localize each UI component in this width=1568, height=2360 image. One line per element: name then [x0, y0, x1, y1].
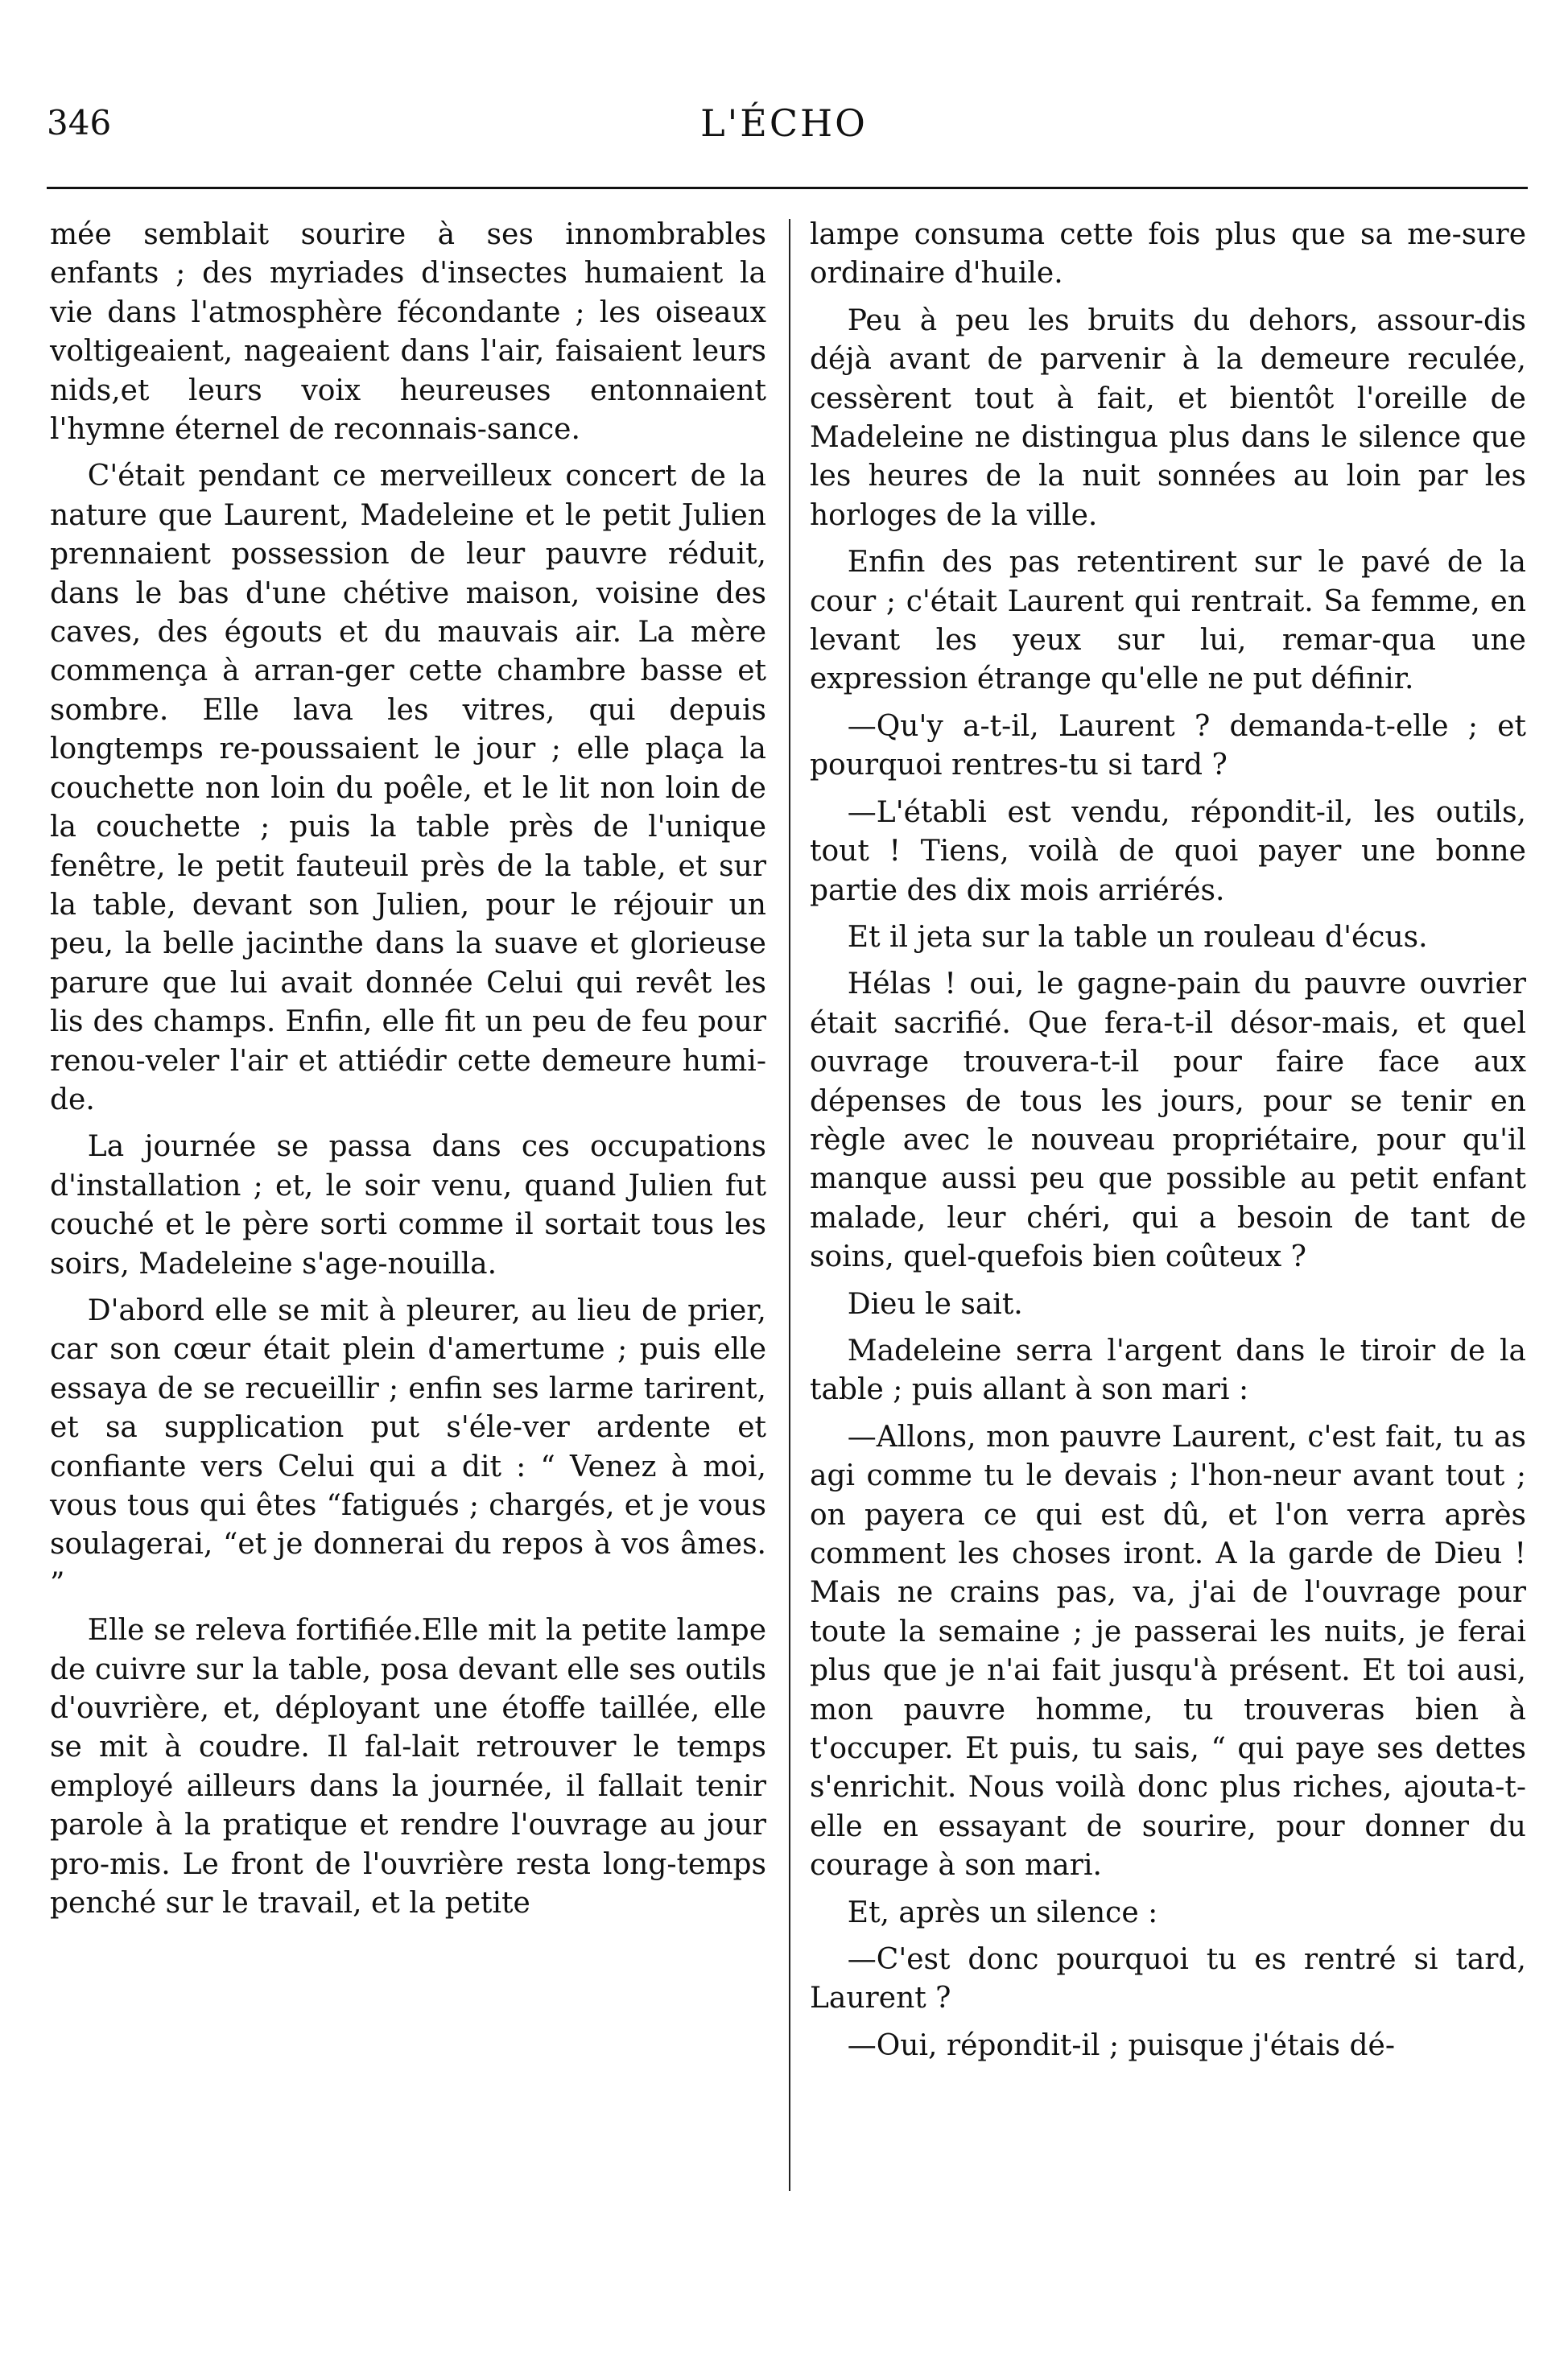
paragraph: Et il jeta sur la table un rouleau d'écus. [847, 920, 1428, 954]
paragraph: D'abord elle se mit à pleurer, au lieu de prier, car son cœur était plein d'amertume ; puis elle essaya de se recueillir ; enfin ses larme tarirent, et sa supplication put s'éle-ver ardente et confiante vers Celui qui a dit : “ Venez à moi, vous tous qui êtes “fatigués ; chargés, et je vous soulagerai, “et je donnerai du repos à vos âmes. ” [50, 1293, 766, 1600]
paragraph: Elle se releva fortifiée.Elle mit la petite lampe de cuivre sur la table, posa devant elle ses outils d'ouvrière, et, déployant une étoffe taillée, elle se mit à coudre. Il fal-lait retrouver le temps employé ailleurs dans la journée, il fallait tenir parole à la pratique et rendre l'ouvrage au jour pro-mis. Le front de l'ouvrière resta long-temps penché sur le travail, et la petite [50, 1614, 766, 1921]
paragraph: Hélas ! oui, le gagne-pain du pauvre ouvrier était sacrifié. Que fera-t-il désor-mais, et quel ouvrage trouvera-t-il pour faire face aux dépenses de tous les jours, pour se tenir en règle avec le nouveau propriétaire, pour qu'il manque aussi peu que possible au petit enfant malade, leur chéri, qui a besoin de tant de soins, quel-quefois bien coûteux ? [810, 968, 1526, 1274]
paragraph: Enfin des pas retentirent sur le pavé de la cour ; c'était Laurent qui rentrait. Sa femme, en levant les yeux sur lui, remar-qua une expression étrange qu'elle ne put définir. [810, 546, 1526, 696]
column-divider [789, 219, 790, 2191]
paragraph: La journée se passa dans ces occupations d'installation ; et, le soir venu, quand Julien fut couché et le père sorti comme il sortait tous les soirs, Madeleine s'age-nouilla. [50, 1130, 766, 1281]
paragraph: mée semblait sourire à ses innombrables enfants ; des myriades d'insectes humaient la vie dans l'atmosphère fécondante ; les oiseaux voltigeaient, nageaient dans l'air, faisaient leurs nids,et leurs voix heureuses entonnaient l'hymne éternel de reconnais-sance. [50, 218, 766, 447]
paragraph: lampe consuma cette fois plus que sa me-sure ordinaire d'huile. [810, 218, 1526, 291]
paragraph: —Oui, répondit-il ; puisque j'étais dé- [847, 2028, 1395, 2062]
paragraph: —C'est donc pourquoi tu es rentré si tard, Laurent ? [810, 1943, 1526, 2015]
header-rule [47, 187, 1528, 189]
paragraph: —L'établi est vendu, répondit-il, les outils, tout ! Tiens, voilà de quoi payer une bonne partie des dix mois arriérés. [810, 795, 1526, 907]
paragraph: —Allons, mon pauvre Laurent, c'est fait, tu as agi comme tu le devais ; l'hon-neur avant tout ; on payera ce qui est dû, et l'on verra après comment les choses iront. A la garde de Dieu ! Mais ne crains pas, va, j'ai de l'ouvrage pour toute la semaine ; je passerai les nuits, je ferai plus que je n'ai fait jusqu'à présent. Et toi ausi, mon pauvre homme, tu trouveras bien à t'occuper. Et puis, tu sais, “ qui paye ses dettes s'enrichit. Nous voilà donc plus riches, ajouta-t-elle en essayant de sourire, pour donner du courage à son mari. [810, 1420, 1526, 1883]
page-header [0, 0, 1568, 177]
page-number: 346 [47, 103, 112, 142]
right-column [810, 216, 1526, 2073]
paragraph: Dieu le sait. [847, 1287, 1023, 1321]
paragraph: Madeleine serra l'argent dans le tiroir de la table ; puis allant à son mari : [810, 1334, 1526, 1407]
paragraph: C'était pendant ce merveilleux concert de la nature que Laurent, Madeleine et le petit Julien prennaient possession de leur pauvre réduit, dans le bas d'une chétive maison, voisine des caves, des égouts et du mauvais air. La mère commença à arran-ger cette chambre basse et sombre. Elle lava les vitres, qui depuis longtemps re-poussaient le jour ; elle plaça la couchette non loin du poêle, et le lit non loin de la couchette ; puis la table près de l'unique fenêtre, le petit fauteuil près de la table, et sur la table, devant son Julien, pour le réjouir un peu, la belle jacinthe dans la suave et glorieuse parure que lui avait donnée Celui qui revêt les lis des champs. Enfin, elle fit un peu de feu pour renou-veler l'air et attiédir cette demeure humi-de. [50, 460, 766, 1116]
paragraph: Et, après un silence : [847, 1896, 1158, 1929]
left-column [50, 216, 766, 1931]
paragraph: —Qu'y a-t-il, Laurent ? demanda-t-elle ; et pourquoi rentres-tu si tard ? [810, 709, 1526, 782]
running-title: L'ÉCHO [700, 101, 868, 145]
paragraph: Peu à peu les bruits du dehors, assour-dis déjà avant de parvenir à la demeure reculée, cessèrent tout à fait, et bientôt l'oreille de Madeleine ne distingua plus dans le silence que les heures de la nuit sonnées au loin par les horloges de la ville. [810, 303, 1526, 532]
